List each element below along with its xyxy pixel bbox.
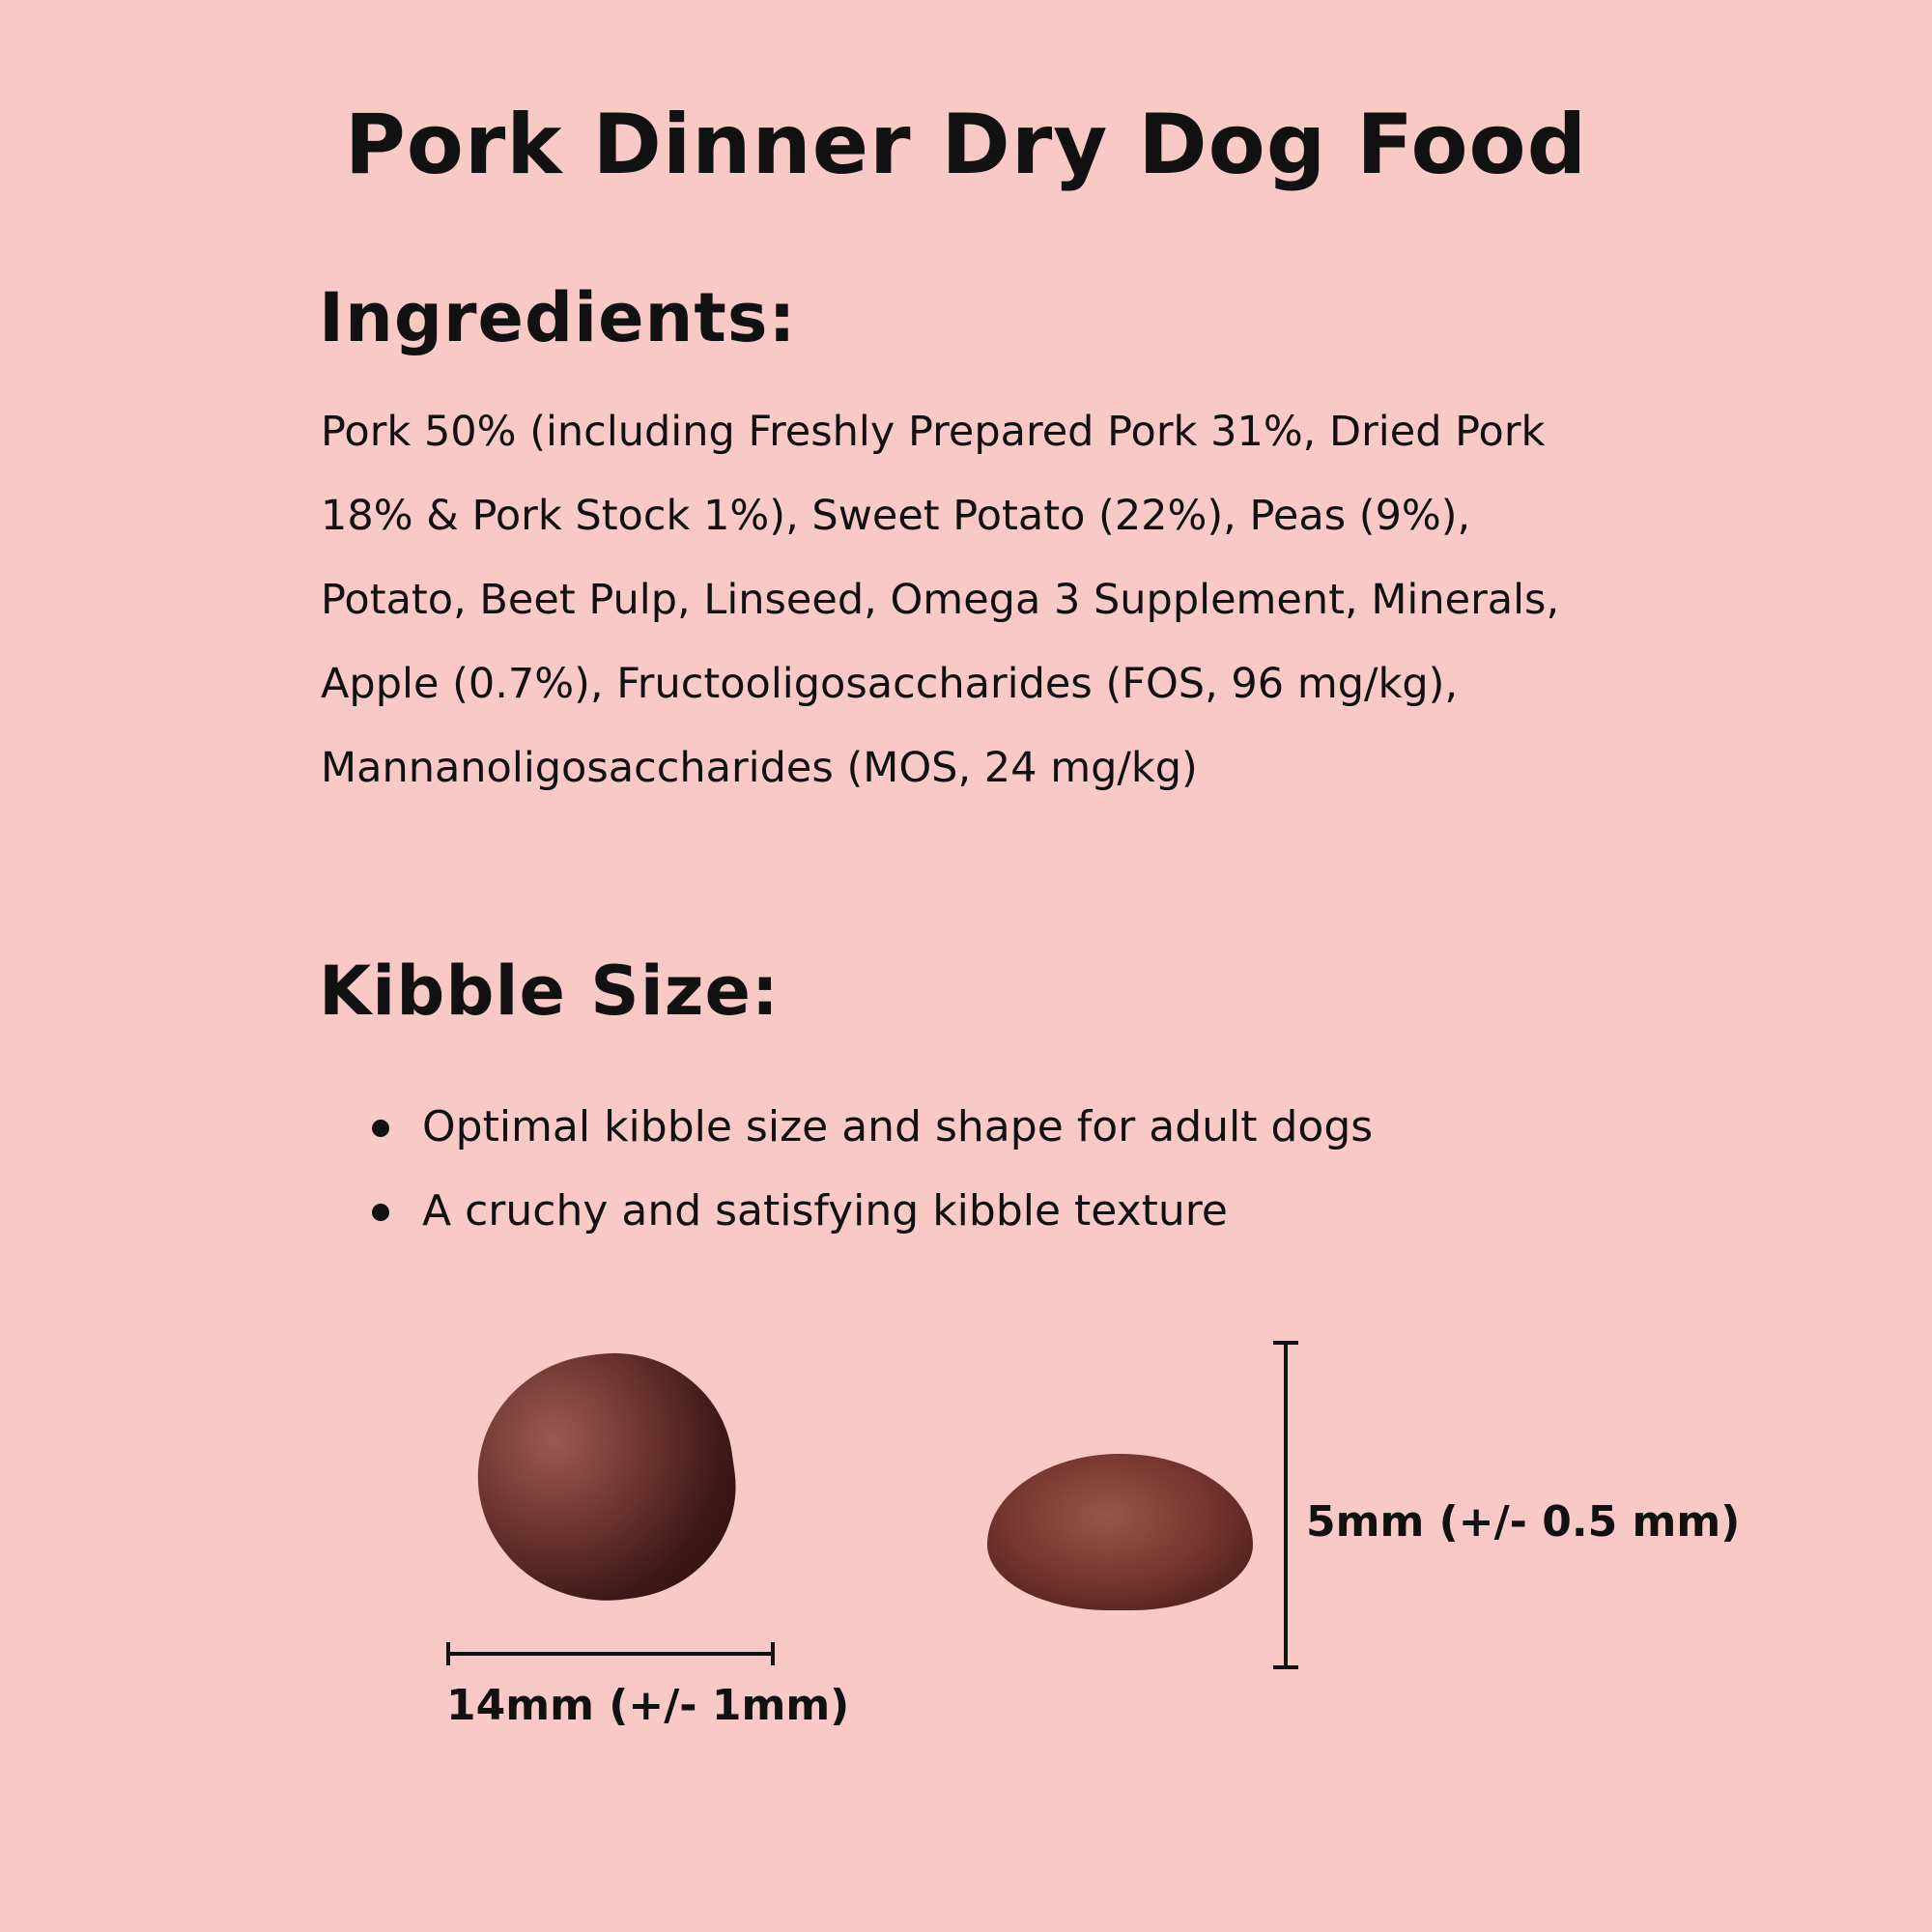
height-dimension-label: 5mm (+/- 0.5 mm) — [1306, 1497, 1741, 1547]
kibble-top-view-image — [463, 1338, 751, 1617]
ingredients-heading: Ingredients: — [319, 278, 797, 357]
width-dimension-line — [446, 1642, 775, 1665]
list-item: Optimal kibble size and shape for adult dogs — [372, 1096, 1373, 1180]
kibble-size-heading: Kibble Size: — [319, 952, 780, 1031]
height-dimension-line — [1273, 1341, 1298, 1669]
list-item: A cruchy and satisfying kibble texture — [372, 1180, 1373, 1264]
page-title: Pork Dinner Dry Dog Food — [344, 97, 1588, 193]
kibble-side-view-image — [987, 1454, 1253, 1610]
kibble-feature-list — [372, 1096, 1373, 1264]
width-dimension-label: 14mm (+/- 1mm) — [446, 1681, 850, 1730]
ingredients-text: Pork 50% (including Freshly Prepared Pork 31%, Dried Pork 18% & Pork Stock 1%), Sweet Potato (22%), Peas (9%), Potato, Beet Pulp, Linseed, Omega 3 Supplement, Minerals, Apple (0.7%), Fructooligosaccharides (FOS, 96 mg/kg), Mannanoligosaccharides (MOS, 24 mg/kg) — [321, 408, 1560, 792]
